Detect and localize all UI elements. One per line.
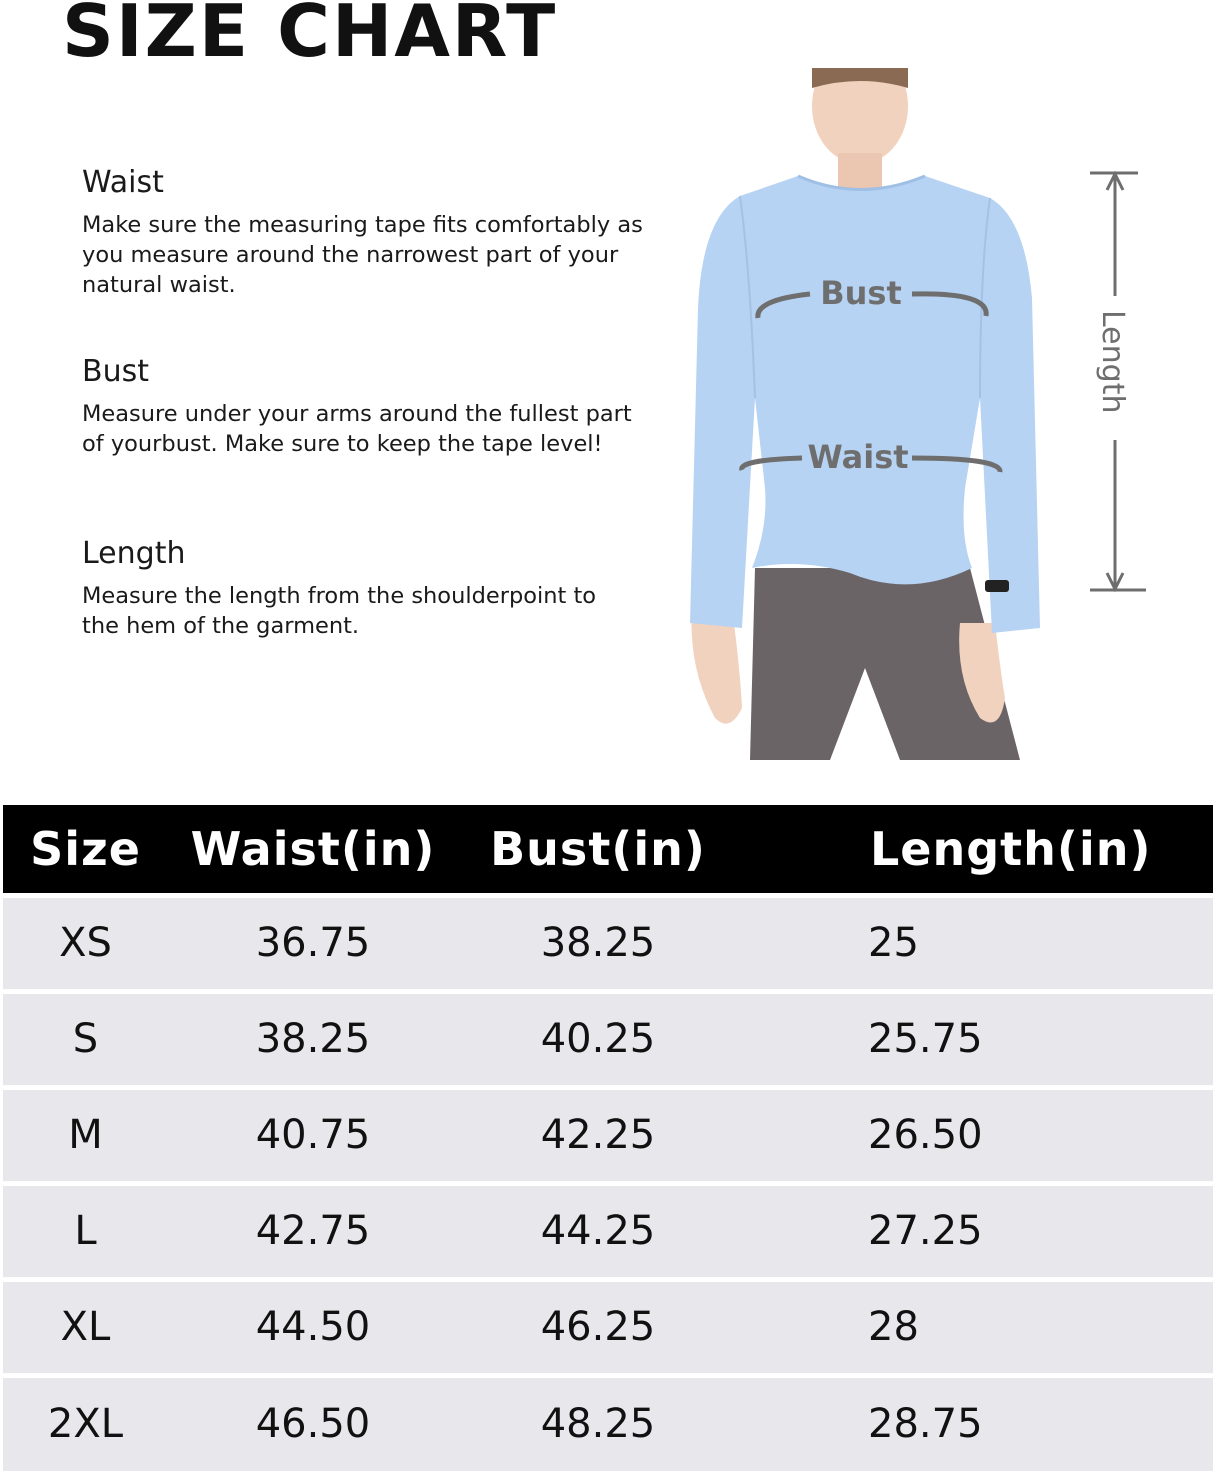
cell-waist: 44.50 — [168, 1279, 458, 1375]
table-row — [3, 1279, 1213, 1375]
cell-length: 25.75 — [738, 991, 1213, 1087]
table-header-row — [3, 805, 1213, 895]
table-row — [3, 1087, 1213, 1183]
cell-waist: 46.50 — [168, 1375, 458, 1471]
header-bust: Bust(in) — [490, 821, 706, 876]
cell-bust: 48.25 — [458, 1375, 738, 1471]
header-size: Size — [30, 821, 141, 876]
model-illustration — [680, 68, 1160, 760]
table-row — [3, 1183, 1213, 1279]
guide-waist — [82, 165, 672, 300]
shirt — [690, 176, 1040, 633]
waist-label: Waist — [807, 438, 909, 476]
page-title: SIZE CHART — [62, 0, 558, 73]
cell-waist: 42.75 — [168, 1183, 458, 1279]
cell-length: 25 — [738, 895, 1213, 991]
cell-size: 2XL — [3, 1375, 168, 1471]
length-label: Length — [1095, 310, 1130, 414]
table-row — [3, 895, 1213, 991]
watch — [985, 580, 1009, 592]
guide-bust — [82, 354, 672, 459]
size-table — [3, 805, 1213, 1471]
bust-label: Bust — [820, 274, 902, 312]
guide-length-heading: Length — [82, 536, 186, 571]
guide-waist-text: Make sure the measuring tape fits comfortably as you measure around the narrowest part of your natural waist. — [82, 212, 643, 298]
cell-length: 26.50 — [738, 1087, 1213, 1183]
cell-size: M — [3, 1087, 168, 1183]
guide-length — [82, 536, 672, 641]
cell-length: 28 — [738, 1279, 1213, 1375]
cell-length: 28.75 — [738, 1375, 1213, 1471]
header-waist: Waist(in) — [190, 821, 436, 876]
guide-waist-heading: Waist — [82, 165, 164, 200]
cell-size: L — [3, 1183, 168, 1279]
cell-waist: 38.25 — [168, 991, 458, 1087]
cell-size: XL — [3, 1279, 168, 1375]
guide-bust-text: Measure under your arms around the fullest part of yourbust. Make sure to keep the tape level! — [82, 401, 632, 457]
cell-bust: 44.25 — [458, 1183, 738, 1279]
guide-length-text: Measure the length from the shoulderpoint to the hem of the garment. — [82, 583, 597, 639]
model-figure — [680, 68, 1160, 760]
cell-bust: 42.25 — [458, 1087, 738, 1183]
cell-bust: 38.25 — [458, 895, 738, 991]
cell-length: 27.25 — [738, 1183, 1213, 1279]
table-row — [3, 991, 1213, 1087]
cell-size: S — [3, 991, 168, 1087]
guide-bust-heading: Bust — [82, 354, 149, 389]
table-row — [3, 1375, 1213, 1471]
cell-waist: 40.75 — [168, 1087, 458, 1183]
cell-size: XS — [3, 895, 168, 991]
header-length: Length(in) — [870, 821, 1152, 876]
neck — [838, 153, 882, 193]
cell-waist: 36.75 — [168, 895, 458, 991]
cell-bust: 40.25 — [458, 991, 738, 1087]
cell-bust: 46.25 — [458, 1279, 738, 1375]
